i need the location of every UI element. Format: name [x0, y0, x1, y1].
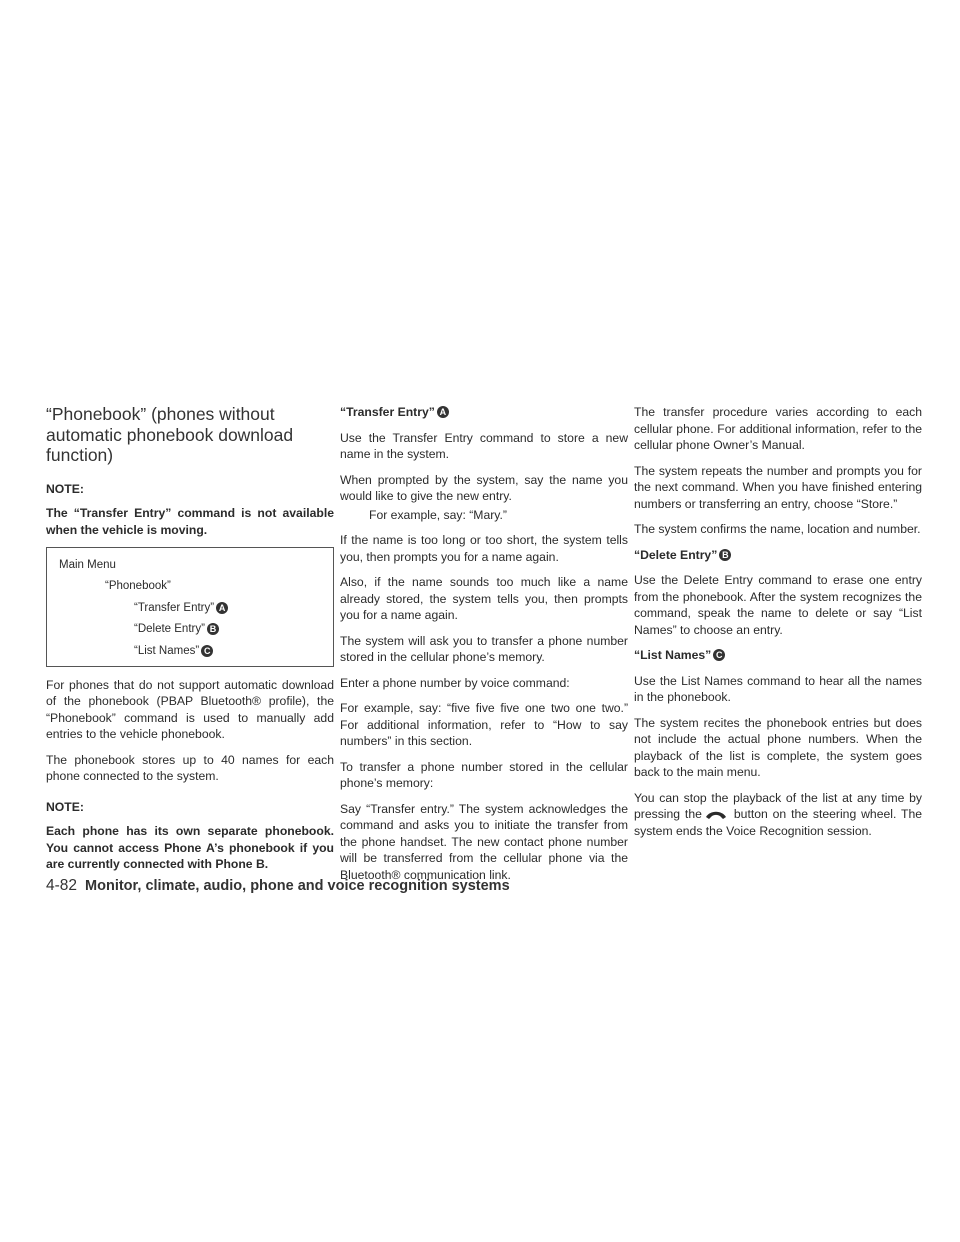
- paragraph: The transfer procedure varies according to each cellular phone. For additional information, refer to the cellular phone Owner’s Manual.: [634, 405, 922, 452]
- note-text: The “Transfer Entry” command is not available when the vehicle is moving.: [46, 506, 334, 537]
- paragraph: The system confirms the name, location and number.: [634, 522, 921, 536]
- note-text: Each phone has its own separate phonebook. You cannot access Phone A’s phonebook if you are currently connected with Phone B.: [46, 824, 334, 871]
- paragraph: Also, if the name sounds too much like a name already stored, the system tells you, then prompts you for a name again.: [340, 575, 628, 622]
- example-text: For example, say: “Mary.”: [369, 507, 507, 522]
- menu-list-names: “List Names” C: [59, 640, 323, 662]
- menu-phonebook: “Phonebook”: [105, 580, 171, 592]
- paragraph: The system will ask you to transfer a phone number stored in the cellular phone’s memory.: [340, 633, 628, 664]
- page-number: 4-82: [46, 877, 78, 894]
- menu-delete-entry: “Delete Entry” B: [59, 619, 323, 641]
- paragraph: If the name is too long or too short, the system tells you, then prompts you for a name again.: [340, 533, 628, 564]
- badge-a-icon: A: [216, 602, 228, 614]
- column-middle: [340, 404, 628, 892]
- badge-b-icon: B: [207, 623, 219, 635]
- paragraph: The system repeats the number and prompts you for the next command. When you have finished entering numbers or transferring an entry, choose “Store.”: [634, 463, 922, 511]
- paragraph: You can stop the playback of the list at any time by pressing the button on the steering wheel. The system ends the Voice Recognition session.: [634, 790, 922, 838]
- badge-c-icon: C: [713, 649, 725, 661]
- subheading-list-names: “List Names” C: [634, 647, 922, 664]
- paragraph: Enter a phone number by voice command:: [340, 675, 570, 690]
- paragraph: To transfer a phone number stored in the cellular phone’s memory:: [340, 759, 628, 790]
- column-right: [634, 404, 922, 848]
- subheading-delete-entry: “Delete Entry” B: [634, 547, 922, 564]
- chapter-title: Monitor, climate, audio, phone and voice recognition systems: [85, 878, 510, 894]
- paragraph: Say “Transfer entry.” The system acknowledges the command and asks you to initiate the transfer from the phone handset. The new contact phone number will be transferred from the cellular phone via the Bluetooth® communication link.: [340, 801, 628, 882]
- section-heading: “Phonebook” (phones without automatic phonebook download function): [46, 404, 294, 465]
- phone-hang-up-icon: [704, 809, 728, 821]
- badge-c-icon: C: [201, 645, 213, 657]
- paragraph: When prompted by the system, say the name you would like to give the new entry.: [340, 472, 628, 503]
- column-left: [46, 404, 334, 882]
- badge-a-icon: A: [437, 406, 449, 418]
- paragraph: Use the List Names command to hear all the names in the phonebook.: [634, 673, 922, 704]
- note-label: NOTE:: [46, 799, 84, 814]
- paragraph: Use the Delete Entry command to erase one entry from the phonebook. After the system recognizes the command, speak the name to delete or say “List Names” to choose an entry.: [634, 573, 922, 637]
- subheading-transfer-entry: “Transfer Entry” A: [340, 404, 628, 421]
- paragraph: For phones that do not support automatic download of the phonebook (PBAP Bluetooth® profile), the “Phonebook” command is used to manually add entries to the vehicle phonebook.: [46, 677, 334, 741]
- badge-b-icon: B: [719, 549, 731, 561]
- note-label: NOTE:: [46, 481, 84, 496]
- page-footer: [46, 877, 510, 895]
- menu-transfer-entry: “Transfer Entry” A: [59, 597, 323, 619]
- menu-main: Main Menu: [59, 558, 116, 571]
- menu-tree-box: [46, 547, 334, 667]
- paragraph: The phonebook stores up to 40 names for each phone connected to the system.: [46, 752, 334, 783]
- paragraph: For example, say: “five five five one two one two.” For additional information, refer to “How to say numbers” in this section.: [340, 701, 628, 748]
- paragraph: Use the Transfer Entry command to store a new name in the system.: [340, 430, 628, 461]
- paragraph: The system recites the phonebook entries but does not include the actual phone numbers. When the playback of the list is complete, the system goes back to the main menu.: [634, 715, 922, 779]
